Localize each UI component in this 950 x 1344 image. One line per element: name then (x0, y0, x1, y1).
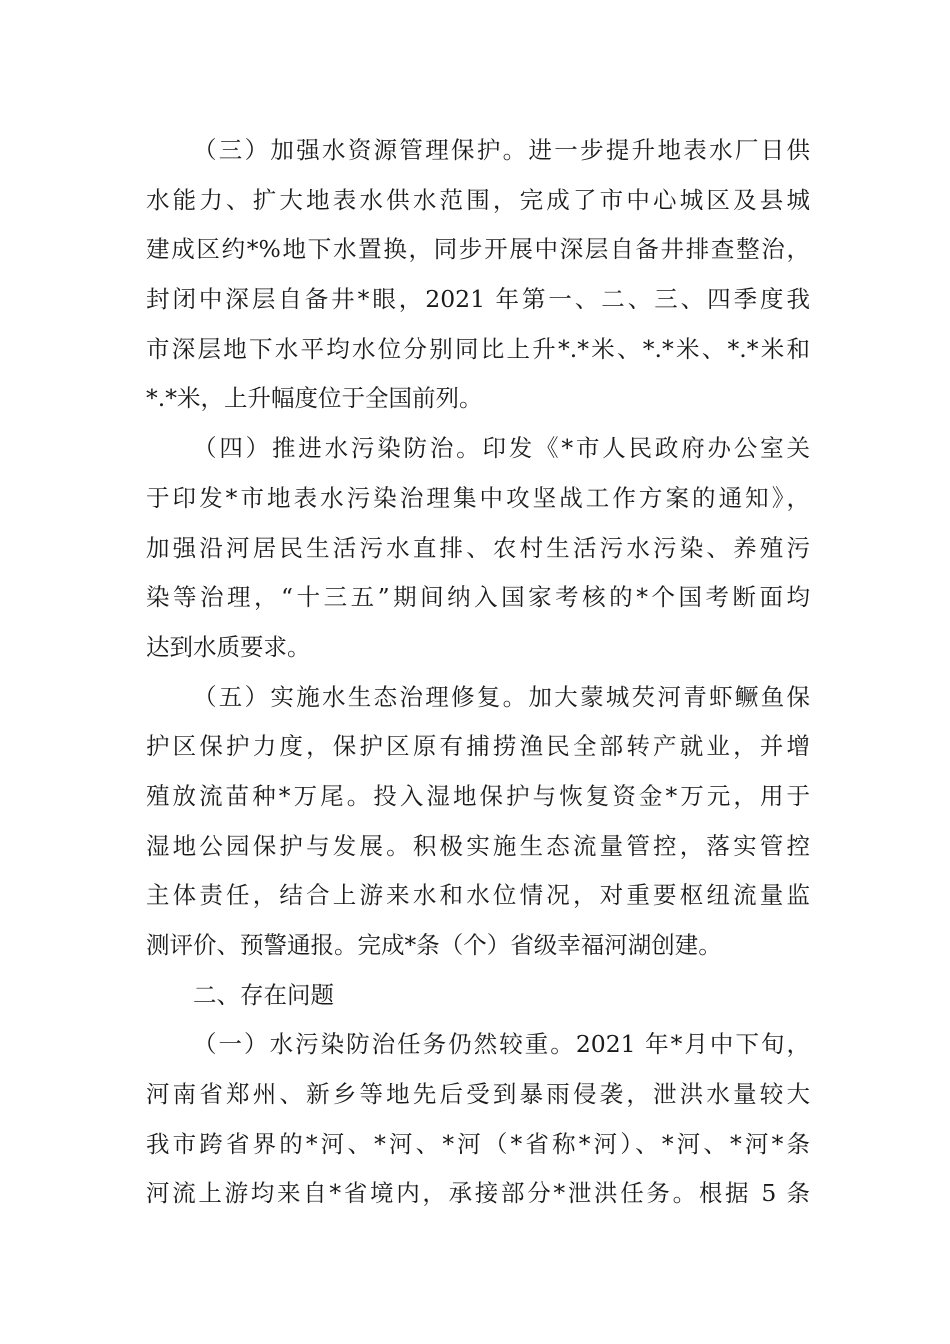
paragraph-first-line: （五）实施水生态治理修复。加大蒙城芡河青虾鳜鱼保 (193, 682, 810, 711)
paragraph-line: 河南省郑州、新乡等地先后受到暴雨侵袭，泄洪水量较大 (146, 1080, 810, 1109)
paragraph-first-line: （三）加强水资源管理保护。进一步提升地表水厂日供 (193, 136, 810, 164)
paragraph-line: *.*米，上升幅度位于全国前列。 (146, 384, 483, 413)
paragraph-first-line: 二、存在问题 (193, 980, 334, 1009)
paragraph-line: 加强沿河居民生活污水直排、农村生活污水污染、养殖污 (146, 533, 810, 562)
paragraph-first-line: （一）水污染防治任务仍然较重。2021 年*月中下旬， (193, 1030, 810, 1059)
paragraph-line: 测评价、预警通报。完成*条（个）省级幸福河湖创建。 (146, 931, 722, 959)
paragraph-line: 湿地公园保护与发展。积极实施生态流量管控，落实管控 (146, 831, 810, 860)
paragraph-line: 建成区约*%地下水置换，同步开展中深层自备井排查整治， (146, 235, 810, 264)
paragraph-line: 主体责任，结合上游来水和水位情况，对重要枢纽流量监 (146, 881, 810, 910)
paragraph-line: 染等治理，“十三五”期间纳入国家考核的*个国考断面均 (146, 583, 810, 612)
paragraph-line: 殖放流苗种*万尾。投入湿地保护与恢复资金*万元，用于 (146, 781, 810, 810)
paragraph-line: 护区保护力度，保护区原有捕捞渔民全部转产就业，并增 (146, 732, 810, 761)
paragraph-line: 达到水质要求。 (146, 632, 311, 661)
paragraph-line: 封闭中深层自备井*眼，2021 年第一、二、三、四季度我 (146, 285, 810, 314)
paragraph-line: 水能力、扩大地表水供水范围，完成了市中心城区及县城 (146, 185, 810, 214)
paragraph-line: 于印发*市地表水污染治理集中攻坚战工作方案的通知》， (146, 483, 810, 512)
paragraph-first-line: （四）推进水污染防治。印发《*市人民政府办公室关 (193, 434, 810, 463)
document-body (146, 126, 810, 1219)
paragraph-line: 我市跨省界的*河、*河、*河（*省称*河）、*河、*河*条 (146, 1129, 810, 1158)
paragraph-line: 河流上游均来自*省境内，承接部分*泄洪任务。根据 5 条 (146, 1179, 810, 1208)
paragraph-line: 市深层地下水平均水位分别同比上升*.*米、*.*米、*.*米和 (146, 334, 810, 363)
